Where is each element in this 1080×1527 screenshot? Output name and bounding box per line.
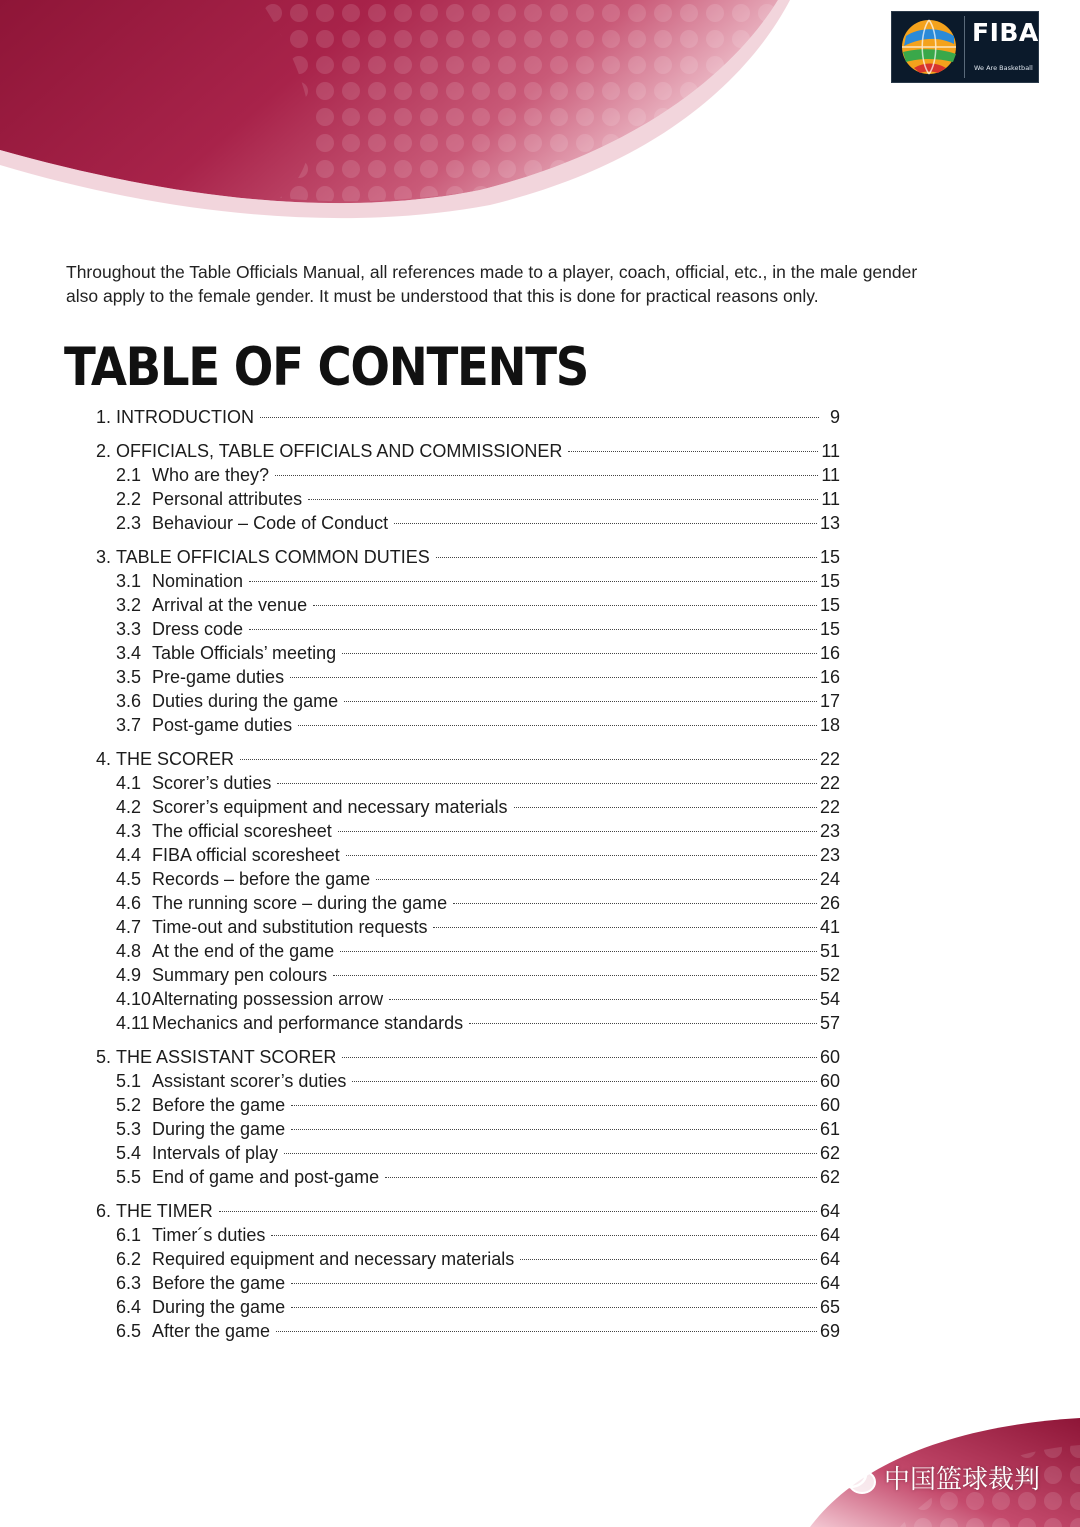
toc-entry-number: 3.4 bbox=[116, 643, 142, 663]
toc-subsection-entry[interactable] bbox=[96, 1223, 840, 1247]
dot-leader bbox=[469, 1022, 817, 1024]
dot-leader bbox=[249, 580, 817, 582]
toc-entry-number: 4.1 bbox=[116, 773, 142, 793]
toc-entry-number: 3.5 bbox=[116, 667, 142, 687]
dot-leader bbox=[275, 474, 818, 476]
toc-subsection-entry[interactable] bbox=[96, 819, 840, 843]
fiba-logo bbox=[891, 11, 1039, 83]
toc-entry-number: 5. bbox=[96, 1047, 112, 1067]
toc-entry-number: 6.5 bbox=[116, 1321, 142, 1341]
toc-section bbox=[96, 1045, 840, 1189]
toc-chapter-entry[interactable] bbox=[96, 405, 840, 429]
toc-entry-label: THE ASSISTANT SCORER bbox=[116, 1047, 337, 1067]
toc-entry-label: OFFICIALS, TABLE OFFICIALS AND COMMISSIONER bbox=[116, 441, 563, 461]
toc-entry-number: 5.4 bbox=[116, 1143, 142, 1163]
toc-entry-number: 4.8 bbox=[116, 941, 142, 961]
toc-page-number: 22 bbox=[819, 797, 840, 817]
toc-entry-label: Who are they? bbox=[152, 465, 270, 485]
toc-entry-number: 3.1 bbox=[116, 571, 142, 591]
logo-tagline: We Are Basketball bbox=[974, 64, 1033, 72]
dot-leader bbox=[520, 1258, 817, 1260]
toc-subsection-entry[interactable] bbox=[96, 771, 840, 795]
toc-entry-number: 5.1 bbox=[116, 1071, 142, 1091]
toc-entry-label: During the game bbox=[152, 1119, 286, 1139]
dot-leader bbox=[276, 1330, 817, 1332]
dot-leader bbox=[344, 700, 817, 702]
toc-page-number: 22 bbox=[819, 749, 840, 769]
toc-page-number: 24 bbox=[819, 869, 840, 889]
toc-entry-number: 4.9 bbox=[116, 965, 142, 985]
toc-entry-label: During the game bbox=[152, 1297, 286, 1317]
toc-entry-number: 1. bbox=[96, 407, 112, 427]
dot-leader bbox=[433, 926, 816, 928]
toc-page-number: 11 bbox=[821, 465, 840, 485]
toc-entry-label: Scorer’s duties bbox=[152, 773, 272, 793]
toc-page-number: 23 bbox=[819, 821, 840, 841]
dot-leader bbox=[308, 498, 818, 500]
toc-page-number: 64 bbox=[819, 1249, 840, 1269]
toc-page-number: 51 bbox=[819, 941, 840, 961]
toc-section bbox=[96, 747, 840, 1035]
dot-leader bbox=[219, 1210, 817, 1212]
dot-leader bbox=[291, 1282, 817, 1284]
toc-chapter-entry[interactable] bbox=[96, 1045, 840, 1069]
toc-entry-label: Before the game bbox=[152, 1273, 286, 1293]
toc-entry-number: 4.11 bbox=[116, 1013, 150, 1033]
toc-subsection-entry[interactable] bbox=[96, 665, 840, 689]
toc-page-number: 15 bbox=[819, 571, 840, 591]
dot-leader bbox=[338, 830, 817, 832]
toc-entry-number: 3.2 bbox=[116, 595, 142, 615]
dot-leader bbox=[514, 806, 817, 808]
toc-page-number: 13 bbox=[819, 513, 840, 533]
toc-entry-label: FIBA official scoresheet bbox=[152, 845, 340, 865]
toc-subsection-entry[interactable] bbox=[96, 569, 840, 593]
watermark-text: 中国篮球裁判 bbox=[884, 1464, 1041, 1495]
dot-leader bbox=[394, 522, 817, 524]
toc-entry-number: 6.2 bbox=[116, 1249, 142, 1269]
toc-page-number: 16 bbox=[819, 667, 840, 687]
toc-entry-number: 4.6 bbox=[116, 893, 142, 913]
dot-leader bbox=[385, 1176, 817, 1178]
dot-leader bbox=[340, 950, 817, 952]
toc-subsection-entry[interactable] bbox=[96, 713, 840, 737]
toc-subsection-entry[interactable] bbox=[96, 1271, 840, 1295]
toc-subsection-entry[interactable] bbox=[96, 641, 840, 665]
toc-subsection-entry[interactable] bbox=[96, 1011, 840, 1035]
toc-entry-number: 3.7 bbox=[116, 715, 142, 735]
wechat-watermark bbox=[832, 1457, 1040, 1497]
dot-leader bbox=[342, 652, 817, 654]
toc-subsection-entry[interactable] bbox=[96, 1319, 840, 1343]
toc-page-number: 69 bbox=[819, 1321, 840, 1341]
toc-page-number: 54 bbox=[819, 989, 840, 1009]
toc-subsection-entry[interactable] bbox=[96, 487, 840, 511]
toc-page-number: 64 bbox=[819, 1225, 840, 1245]
dot-leader bbox=[298, 724, 817, 726]
toc-entry-number: 4.7 bbox=[116, 917, 142, 937]
toc-page-number: 52 bbox=[819, 965, 840, 985]
toc-entry-number: 6.3 bbox=[116, 1273, 142, 1293]
dot-leader bbox=[346, 854, 817, 856]
toc-entry-label: At the end of the game bbox=[152, 941, 335, 961]
dot-leader bbox=[291, 1104, 817, 1106]
toc-section bbox=[96, 439, 840, 535]
toc-entry-number: 2.1 bbox=[116, 465, 142, 485]
toc-entry-label: Required equipment and necessary materials bbox=[152, 1249, 515, 1269]
dot-leader bbox=[313, 604, 817, 606]
dot-leader bbox=[453, 902, 817, 904]
toc-section bbox=[96, 545, 840, 737]
toc-entry-label: Table Officials’ meeting bbox=[152, 643, 337, 663]
toc-entry-number: 5.5 bbox=[116, 1167, 142, 1187]
toc-subsection-entry[interactable] bbox=[96, 843, 840, 867]
toc-subsection-entry[interactable] bbox=[96, 891, 840, 915]
toc-entry-label: Arrival at the venue bbox=[152, 595, 308, 615]
toc-page-number: 11 bbox=[821, 441, 840, 461]
toc-page-number: 16 bbox=[819, 643, 840, 663]
toc-entry-label: THE SCORER bbox=[116, 749, 235, 769]
toc-page-number: 64 bbox=[819, 1273, 840, 1293]
toc-page-number: 18 bbox=[819, 715, 840, 735]
basketball-globe-icon bbox=[898, 18, 960, 76]
dot-leader bbox=[376, 878, 817, 880]
dot-leader bbox=[240, 758, 817, 760]
toc-chapter-entry[interactable] bbox=[96, 545, 840, 569]
toc-entry-label: Nomination bbox=[152, 571, 244, 591]
toc-entry-number: 2.2 bbox=[116, 489, 142, 509]
toc-page-number: 15 bbox=[819, 547, 840, 567]
toc-entry-number: 4.10 bbox=[116, 989, 152, 1009]
toc-entry-number: 3.6 bbox=[116, 691, 142, 711]
toc-subsection-entry[interactable] bbox=[96, 915, 840, 939]
toc-subsection-entry[interactable] bbox=[96, 463, 840, 487]
toc-chapter-entry[interactable] bbox=[96, 1199, 840, 1223]
toc-page-number: 15 bbox=[819, 595, 840, 615]
toc-entry-label: Intervals of play bbox=[152, 1143, 279, 1163]
toc-entry-label: The running score – during the game bbox=[152, 893, 448, 913]
toc-page-number: 23 bbox=[819, 845, 840, 865]
toc-entry-number: 6. bbox=[96, 1201, 112, 1221]
toc-subsection-entry[interactable] bbox=[96, 1165, 840, 1189]
dot-leader bbox=[568, 450, 818, 452]
wechat-icon bbox=[832, 1457, 878, 1497]
toc-entry-label: THE TIMER bbox=[116, 1201, 213, 1221]
toc-page-number: 26 bbox=[819, 893, 840, 913]
dot-leader bbox=[291, 1306, 817, 1308]
logo-wordmark: FIBA bbox=[972, 18, 1039, 47]
toc-subsection-entry[interactable] bbox=[96, 1093, 840, 1117]
toc-page-number: 62 bbox=[819, 1167, 840, 1187]
dot-leader bbox=[352, 1080, 817, 1082]
toc-entry-number: 4.2 bbox=[116, 797, 142, 817]
dot-leader bbox=[249, 628, 817, 630]
toc-entry-number: 4. bbox=[96, 749, 112, 769]
toc-page-number: 22 bbox=[819, 773, 840, 793]
toc-entry-number: 3.3 bbox=[116, 619, 142, 639]
toc-entry-label: TABLE OFFICIALS COMMON DUTIES bbox=[116, 547, 430, 567]
toc-page-number: 57 bbox=[819, 1013, 840, 1033]
toc-entry-number: 4.4 bbox=[116, 845, 142, 865]
toc-entry-number: 2.3 bbox=[116, 513, 142, 533]
toc-entry-number: 6.1 bbox=[116, 1225, 142, 1245]
page-title: TABLE OF CONTENTS bbox=[64, 337, 588, 398]
toc-section bbox=[96, 1199, 840, 1343]
toc-subsection-entry[interactable] bbox=[96, 963, 840, 987]
toc-page-number: 60 bbox=[819, 1047, 840, 1067]
toc-subsection-entry[interactable] bbox=[96, 689, 840, 713]
toc-page-number: 60 bbox=[819, 1071, 840, 1091]
dot-leader bbox=[277, 782, 817, 784]
toc-page-number: 64 bbox=[819, 1201, 840, 1221]
toc-entry-label: Mechanics and performance standards bbox=[152, 1013, 464, 1033]
toc-entry-number: 4.5 bbox=[116, 869, 142, 889]
toc-page-number: 65 bbox=[819, 1297, 840, 1317]
toc-page-number: 41 bbox=[819, 917, 840, 937]
toc-subsection-entry[interactable] bbox=[96, 511, 840, 535]
toc-entry-number: 6.4 bbox=[116, 1297, 142, 1317]
toc-entry-label: Personal attributes bbox=[152, 489, 303, 509]
dot-leader bbox=[271, 1234, 817, 1236]
dot-leader bbox=[290, 676, 817, 678]
toc-entry-label: Pre-game duties bbox=[152, 667, 285, 687]
toc-subsection-entry[interactable] bbox=[96, 1117, 840, 1141]
toc-page-number: 60 bbox=[819, 1095, 840, 1115]
toc-entry-number: 3. bbox=[96, 547, 112, 567]
toc-chapter-entry[interactable] bbox=[96, 747, 840, 771]
toc-subsection-entry[interactable] bbox=[96, 617, 840, 641]
dot-leader bbox=[291, 1128, 817, 1130]
toc-page-number: 62 bbox=[819, 1143, 840, 1163]
toc-entry-label: INTRODUCTION bbox=[116, 407, 255, 427]
toc-subsection-entry[interactable] bbox=[96, 1247, 840, 1271]
toc-entry-number: 4.3 bbox=[116, 821, 142, 841]
toc-chapter-entry[interactable] bbox=[96, 439, 840, 463]
dot-leader bbox=[389, 998, 817, 1000]
toc-entry-label: Records – before the game bbox=[152, 869, 371, 889]
toc-entry-label: Timer´s duties bbox=[152, 1225, 266, 1245]
toc-page-number: 11 bbox=[821, 489, 840, 509]
logo-divider bbox=[964, 16, 965, 78]
dot-leader bbox=[284, 1152, 817, 1154]
toc-entry-label: Duties during the game bbox=[152, 691, 339, 711]
dot-leader bbox=[436, 556, 817, 558]
toc-entry-label: Post-game duties bbox=[152, 715, 293, 735]
toc-subsection-entry[interactable] bbox=[96, 939, 840, 963]
dot-leader bbox=[342, 1056, 817, 1058]
toc-entry-label: Assistant scorer’s duties bbox=[152, 1071, 347, 1091]
toc-entry-label: Before the game bbox=[152, 1095, 286, 1115]
toc-entry-number: 5.3 bbox=[116, 1119, 142, 1139]
toc-entry-label: Scorer’s equipment and necessary materials bbox=[152, 797, 508, 817]
gender-note-paragraph: Throughout the Table Officials Manual, all references made to a player, coach, official, etc., in the male gender also apply to the female gender. It must be understood that this is done for practical reasons only. bbox=[66, 262, 918, 306]
toc-subsection-entry[interactable] bbox=[96, 987, 840, 1011]
toc-subsection-entry[interactable] bbox=[96, 867, 840, 891]
toc-entry-label: Time-out and substitution requests bbox=[152, 917, 428, 937]
toc-entry-number: 2. bbox=[96, 441, 112, 461]
table-of-contents bbox=[96, 405, 840, 1353]
toc-entry-label: Dress code bbox=[152, 619, 244, 639]
toc-entry-label: Behaviour – Code of Conduct bbox=[152, 513, 389, 533]
toc-entry-label: Summary pen colours bbox=[152, 965, 328, 985]
toc-subsection-entry[interactable] bbox=[96, 593, 840, 617]
toc-subsection-entry[interactable] bbox=[96, 1069, 840, 1093]
toc-subsection-entry[interactable] bbox=[96, 795, 840, 819]
toc-subsection-entry[interactable] bbox=[96, 1295, 840, 1319]
toc-page-number: 61 bbox=[819, 1119, 840, 1139]
dot-leader bbox=[260, 416, 819, 418]
toc-section bbox=[96, 405, 840, 429]
toc-entry-label: After the game bbox=[152, 1321, 271, 1341]
toc-page-number: 15 bbox=[819, 619, 840, 639]
toc-subsection-entry[interactable] bbox=[96, 1141, 840, 1165]
toc-entry-label: Alternating possession arrow bbox=[152, 989, 384, 1009]
toc-entry-label: The official scoresheet bbox=[152, 821, 332, 841]
toc-page-number: 17 bbox=[819, 691, 840, 711]
toc-entry-number: 5.2 bbox=[116, 1095, 142, 1115]
toc-entry-label: End of game and post-game bbox=[152, 1167, 380, 1187]
toc-page-number: 9 bbox=[829, 407, 840, 427]
dot-leader bbox=[333, 974, 817, 976]
